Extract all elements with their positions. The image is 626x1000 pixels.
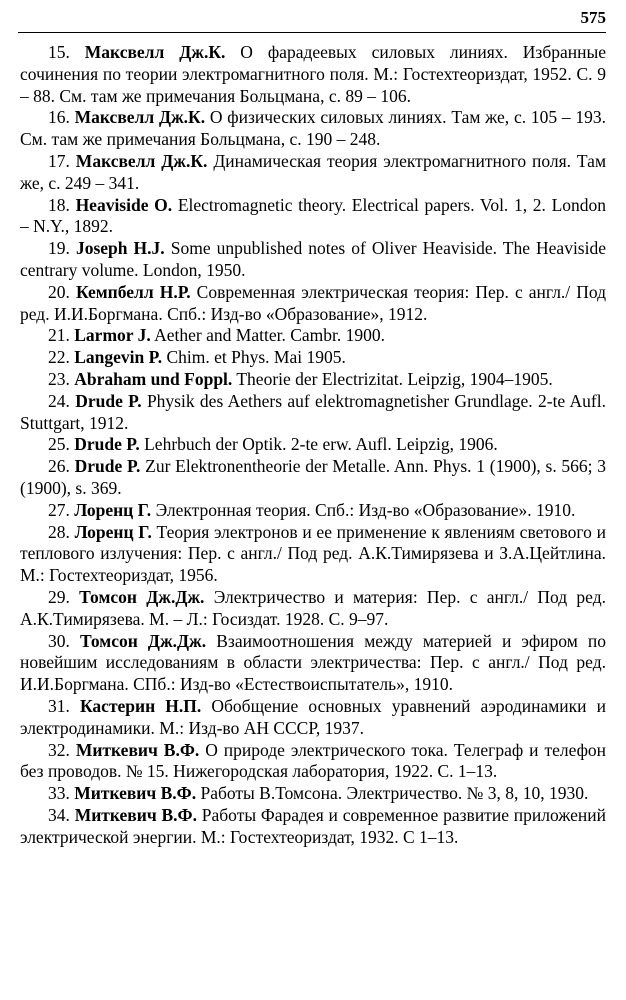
entry-author: Максвелл Дж.К.: [75, 150, 208, 171]
entry-author: Кастерин Н.П.: [79, 695, 202, 716]
reference-entry: [20, 500, 606, 522]
entry-text: Zur Elektronentheorie der Metalle. Ann. Phys. 1 (1900), s. 566; 3 (1900), s. 369.: [20, 456, 607, 498]
reference-entry: [20, 456, 606, 500]
entry-text: Physik des Aethers auf elektromagnetisher Grundlage. 2-te Aufl. Stuttgart, 1912.: [20, 390, 607, 433]
page-number: 575: [580, 8, 606, 27]
entry-text: Chim. et Phys. Mai 1905.: [166, 347, 346, 368]
entry-number: 26.: [48, 456, 70, 477]
reference-entry: [20, 195, 606, 239]
reference-entry: [20, 740, 606, 784]
entry-text: Работы В.Томсона. Электричество. № 3, 8, 10, 1930.: [200, 783, 589, 804]
entry-author: Langevin P.: [74, 347, 163, 368]
entry-number: 23.: [48, 368, 70, 389]
entry-number: 31.: [48, 695, 70, 716]
entry-author: Drude P.: [74, 434, 140, 455]
entry-text: Современная электрическая теория: Пер. с англ./ Под ред. И.И.Боргмана. Спб.: Изд-во «Образование», 1912.: [20, 281, 607, 324]
reference-entry: [20, 325, 606, 347]
entry-number: 20.: [48, 281, 70, 302]
entry-number: 22.: [48, 347, 70, 368]
reference-entry: [20, 347, 606, 369]
entry-text: О природе электрического тока. Телеграф и телефон без проводов. № 15. Нижегородская лаборатория, 1922. С. 1–13.: [20, 739, 607, 782]
entry-author: Drude P.: [74, 456, 141, 477]
reference-entry: [20, 282, 606, 326]
entry-author: Drude P.: [75, 390, 142, 411]
entry-text: Electromagnetic theory. Electrical papers. Vol. 1, 2. London – N.Y., 1892.: [20, 194, 607, 237]
entry-number: 21.: [48, 325, 70, 346]
reference-entry: [20, 238, 606, 282]
entry-text: Теория электронов и ее применение к явлениям светового и теплового излучения: Пер. с англ./ Под ред. А.К.Тимирязева и З.А.Цейтлина. М.: Гостехтеориздат, 1956.: [20, 521, 606, 586]
entry-number: 24.: [48, 390, 70, 411]
entry-text: О физических силовых линиях. Там же, с. 105 – 193. См. там же примечания Больцмана, с. 190 – 248.: [20, 107, 606, 150]
reference-entry: [20, 783, 606, 805]
reference-entry: [20, 42, 606, 107]
entry-number: 30.: [48, 630, 70, 651]
reference-entry: [20, 696, 606, 740]
entry-text: Работы Фарадея и современное развитие приложений электрической энергии. М.: Гостехтеориздат, 1932. С 1–13.: [20, 804, 607, 847]
entry-author: Миткевич В.Ф.: [75, 739, 200, 760]
reference-entry: [20, 369, 606, 391]
reference-entry: [20, 631, 606, 696]
entry-text: Электронная теория. Спб.: Изд-во «Образование». 1910.: [155, 499, 576, 520]
entry-number: 18.: [48, 194, 70, 215]
entry-author: Кемпбелл Н.Р.: [75, 281, 191, 302]
entry-author: Heaviside O.: [75, 194, 173, 215]
reference-entry: [20, 522, 606, 587]
entry-text: Динамическая теория электромагнитного поля. Там же, с. 249 – 341.: [20, 150, 607, 193]
entry-number: 28.: [48, 521, 70, 542]
entry-text: О фарадеевых силовых линиях. Избранные сочинения по теории электромагнитного поля. М.: Гостехтеориздат, 1952. С. 9 – 88. См. там же примечания Больцмана, с. 89 – 106.: [20, 42, 606, 106]
entry-author: Abraham und Foppl.: [74, 368, 233, 389]
entry-author: Максвелл Дж.К.: [84, 42, 226, 62]
entry-text: Aether and Matter. Cambr. 1900.: [154, 325, 385, 346]
entry-number: 33.: [48, 783, 70, 804]
reference-entry: [20, 107, 606, 151]
entry-number: 34.: [48, 804, 70, 825]
entry-author: Миткевич В.Ф.: [74, 804, 197, 825]
entry-number: 27.: [48, 499, 70, 520]
entry-author: Лоренц Г.: [74, 499, 152, 520]
entry-text: Some unpublished notes of Oliver Heaviside. The Heaviside centrary volume. London, 1950.: [20, 238, 606, 280]
entry-number: 15.: [48, 42, 70, 62]
entry-text: Theorie der Electrizitat. Leipzig, 1904–1905.: [236, 368, 553, 389]
entry-author: Лоренц Г.: [74, 521, 152, 542]
header-rule: [18, 32, 606, 33]
entry-author: Миткевич В.Ф.: [74, 783, 197, 804]
entry-number: 16.: [48, 107, 70, 128]
reference-entry: [20, 805, 606, 849]
entry-author: Томсон Дж.Дж.: [79, 630, 207, 651]
entry-number: 29.: [48, 586, 70, 607]
reference-list: [20, 42, 606, 848]
entry-author: Larmor J.: [74, 325, 151, 346]
reference-entry: [20, 151, 606, 195]
entry-author: Максвелл Дж.К.: [74, 107, 206, 128]
reference-entry: [20, 434, 606, 456]
entry-author: Томсон Дж.Дж.: [79, 586, 205, 607]
entry-number: 25.: [48, 434, 70, 455]
entry-text: Обобщение основных уравнений аэродинамики и электродинамики. М.: Изд-во АН СССР, 1937.: [20, 695, 606, 738]
entry-number: 17.: [48, 150, 70, 171]
entry-text: Lehrbuch der Optik. 2-te erw. Aufl. Leipzig, 1906.: [144, 434, 498, 455]
entry-number: 32.: [48, 739, 70, 760]
entry-author: Joseph H.J.: [75, 238, 165, 259]
entry-text: Электричество и материя: Пер. с англ./ Под ред. А.К.Тимирязева. М. – Л.: Госиздат. 1928. С. 9–97.: [20, 586, 606, 629]
entry-text: Взаимоотношения между материей и эфиром по новейшим исследованиям в области электричества: Пер. с англ./ Под ред. И.И.Боргмана. СПб.: Изд-во «Естествоиспытатель», 1910.: [20, 630, 606, 695]
entry-number: 19.: [48, 238, 70, 259]
reference-entry: [20, 391, 606, 435]
reference-entry: [20, 587, 606, 631]
